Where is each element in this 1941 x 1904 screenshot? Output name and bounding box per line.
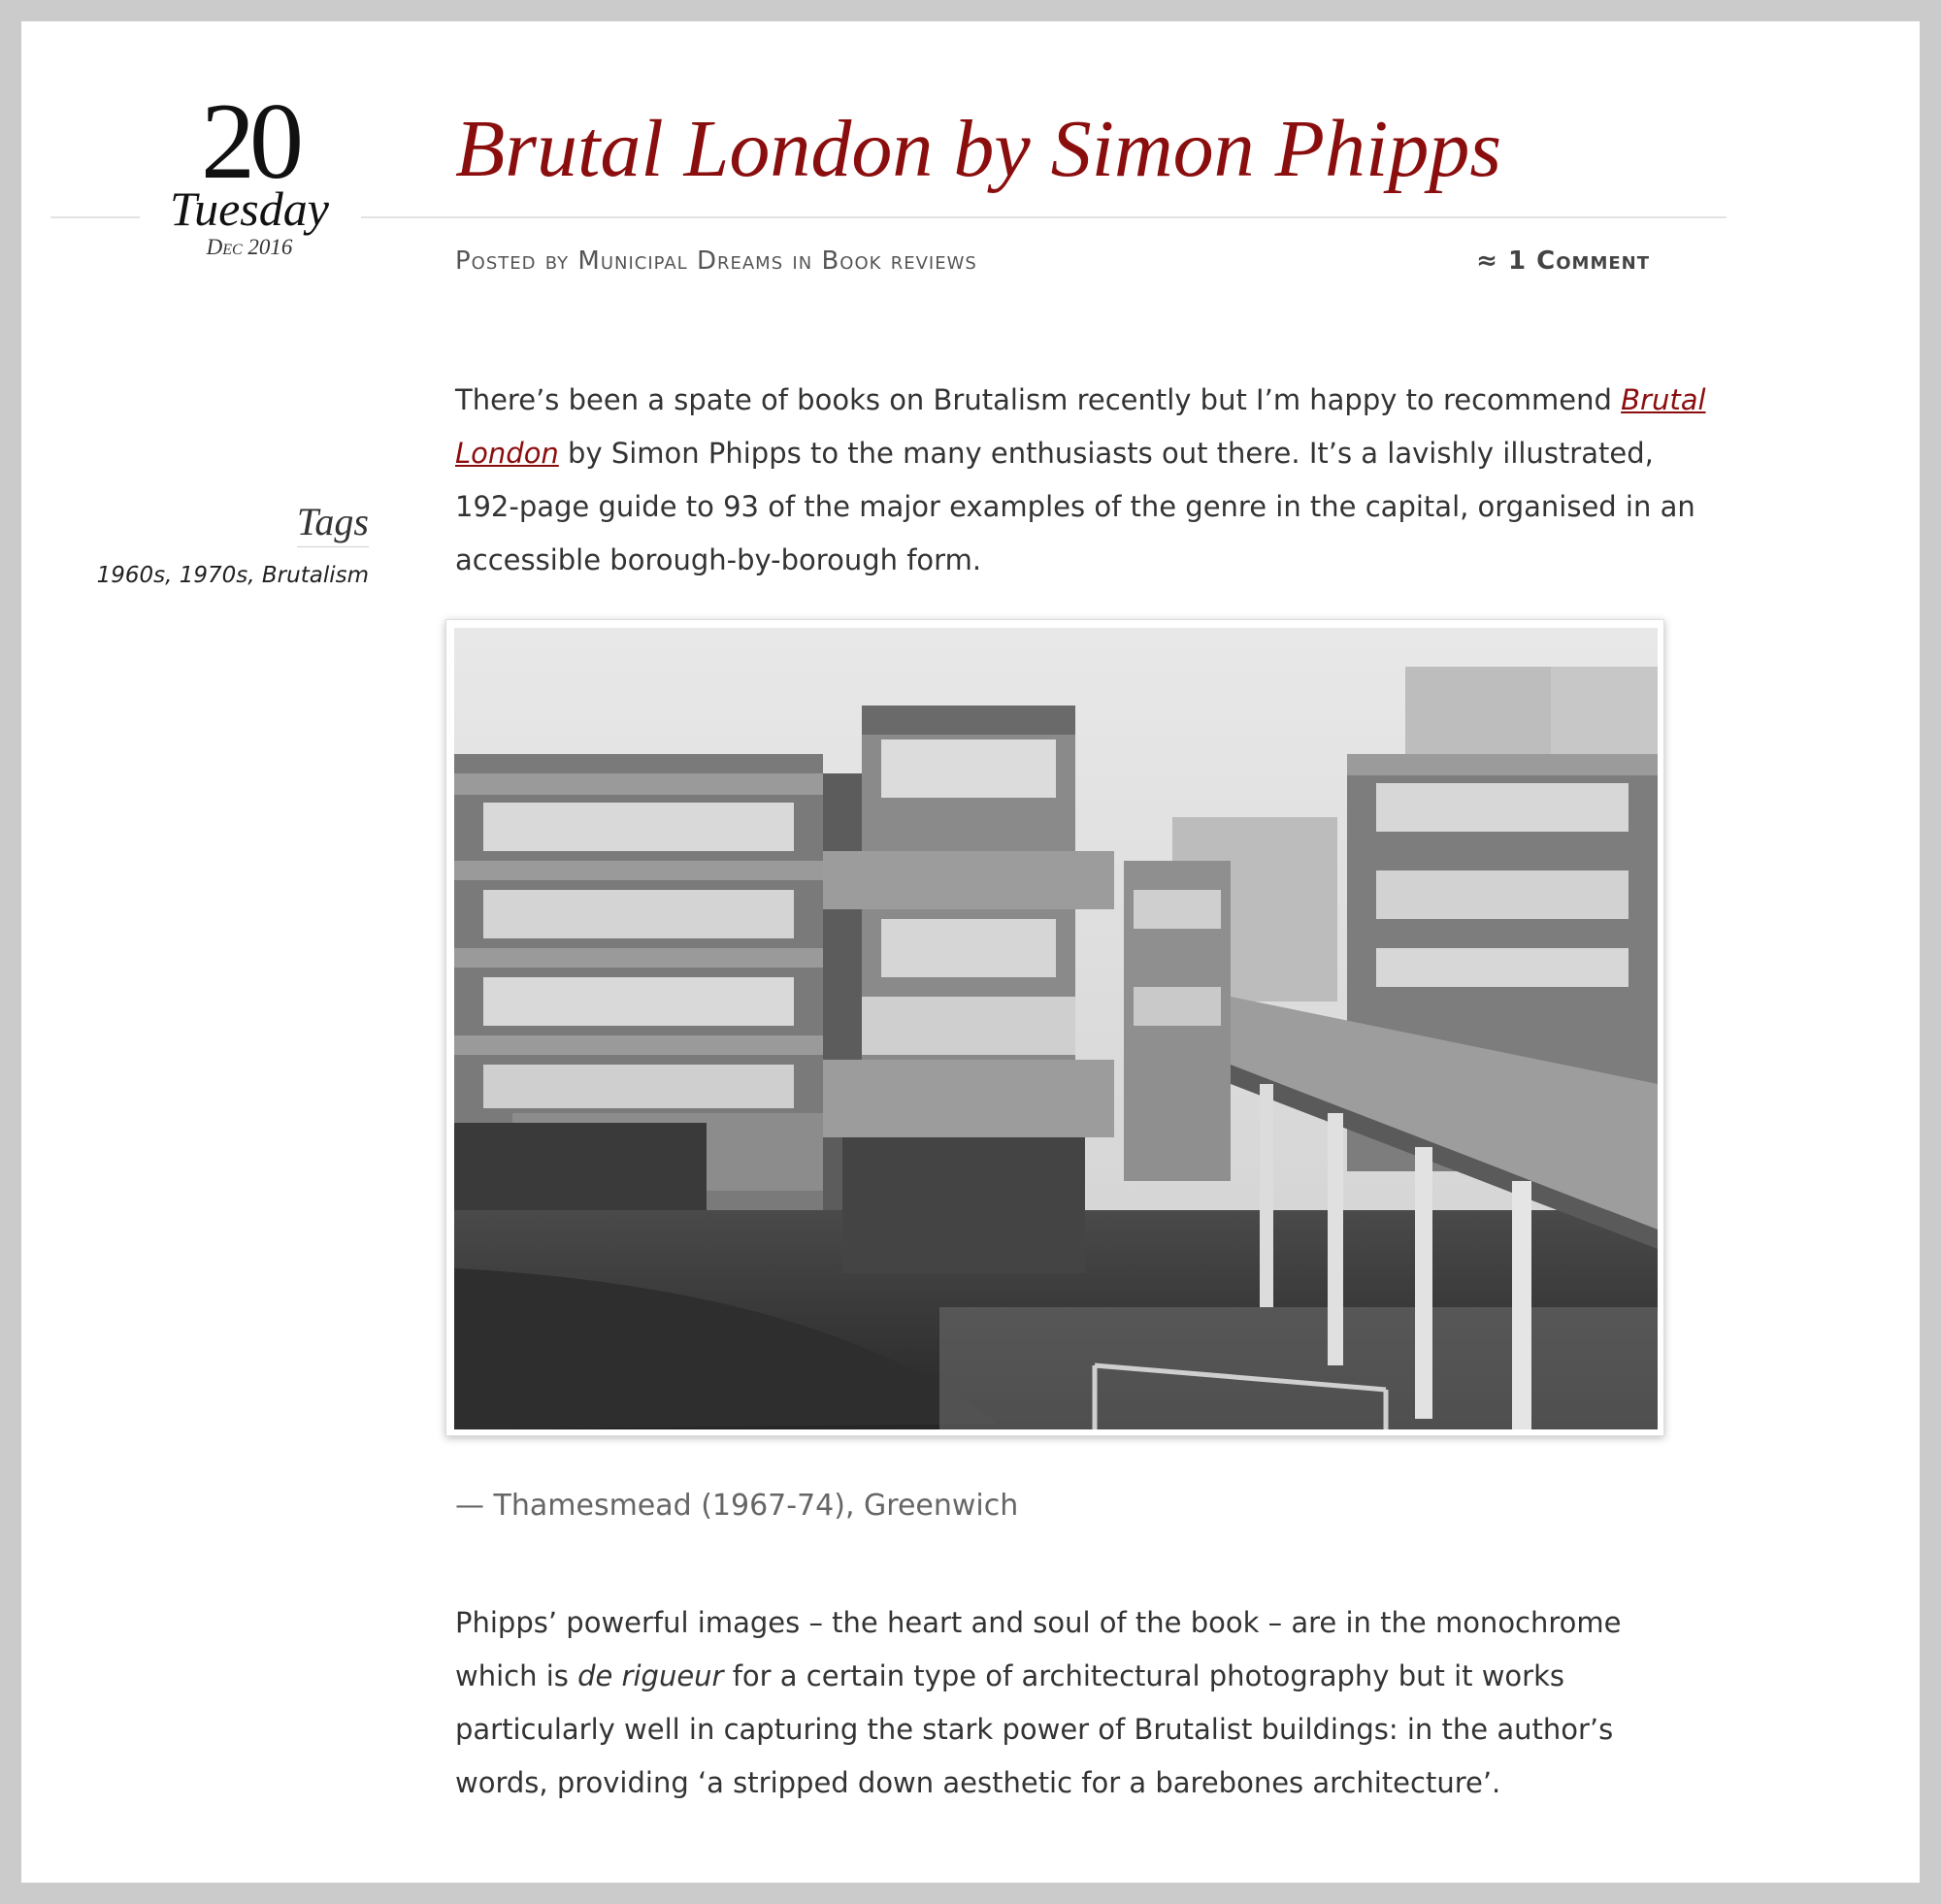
tags-heading: Tags xyxy=(297,499,369,547)
brutal-london-link[interactable]: Brutal London xyxy=(455,383,1706,470)
de-rigueur-emphasis: de rigueur xyxy=(577,1659,724,1692)
intro-paragraph: There’s been a spate of books on Brutalism recently but I’m happy to recommend Brutal London by Simon Phipps to the many enthusiasts out there. It’s a lavishly illustrated, 192-page guide to 93 of the major examples of the genre in the capital, organised in an accessible borough-by-borough form. xyxy=(455,383,1706,576)
post-meta xyxy=(455,246,977,276)
date-day: 20 xyxy=(201,82,298,202)
tag-link[interactable]: 1970s xyxy=(179,563,248,588)
category-link[interactable]: Book reviews xyxy=(821,246,977,276)
date-weekday: Tuesday xyxy=(170,181,329,236)
date-rule-left xyxy=(50,216,140,218)
second-paragraph: Phipps’ powerful images – the heart and soul of the book – are in the monochrome which is de rigueur for a certain type of architectural photography but it works particularly well in capturing the stark power of Brutalist buildings: in the author’s words, providing ‘a stripped down aesthetic for a barebones architecture’. xyxy=(455,1606,1622,1799)
author-link[interactable]: Municipal Dreams xyxy=(577,246,784,276)
date-month-year: Dec 2016 xyxy=(206,235,293,259)
post-title[interactable]: Brutal London by Simon Phipps xyxy=(455,104,1502,194)
header-rule xyxy=(361,216,1727,218)
page xyxy=(21,21,1920,1883)
thamesmead-photo[interactable] xyxy=(454,628,1658,1429)
comments-link[interactable]: ≈ 1 Comment xyxy=(1476,246,1650,276)
tags-list: 1960s, 1970s, Brutalism xyxy=(96,563,369,588)
posted-by-label: Posted by xyxy=(455,246,570,276)
figure-frame xyxy=(445,619,1664,1436)
tag-link[interactable]: Brutalism xyxy=(261,563,369,588)
figure-caption: — Thamesmead (1967-74), Greenwich xyxy=(455,1489,1019,1523)
in-label: in xyxy=(792,246,813,276)
tag-link[interactable]: 1960s xyxy=(96,563,166,588)
post-date xyxy=(143,82,356,262)
